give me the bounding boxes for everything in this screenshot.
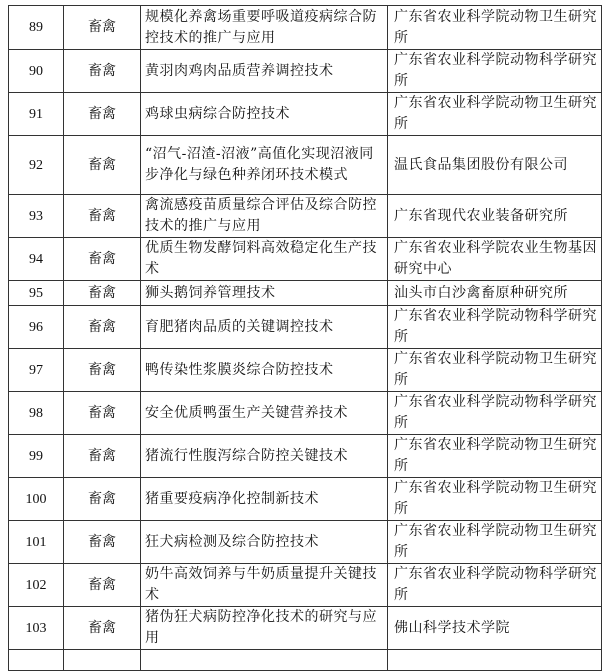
row-category: 畜禽	[64, 6, 141, 50]
empty-cell	[9, 650, 64, 671]
row-organization: 广东省农业科学院动物卫生研究所	[388, 435, 602, 478]
row-number: 102	[9, 564, 64, 607]
table-row	[9, 50, 602, 93]
row-number: 92	[9, 136, 64, 195]
row-organization: 广东省农业科学院农业生物基因研究中心	[388, 238, 602, 281]
row-number: 103	[9, 607, 64, 650]
row-category: 畜禽	[64, 607, 141, 650]
row-number: 93	[9, 195, 64, 238]
row-number: 90	[9, 50, 64, 93]
row-category: 畜禽	[64, 349, 141, 392]
row-organization: 汕头市白沙禽畜原种研究所	[388, 281, 602, 306]
row-number: 100	[9, 478, 64, 521]
row-organization: 广东省现代农业装备研究所	[388, 195, 602, 238]
row-number: 97	[9, 349, 64, 392]
row-category: 畜禽	[64, 281, 141, 306]
row-organization: 广东省农业科学院动物卫生研究所	[388, 478, 602, 521]
row-category: 畜禽	[64, 195, 141, 238]
row-technology-name: 禽流感疫苗质量综合评估及综合防控技术的推广与应用	[141, 195, 388, 238]
row-technology-name: 育肥猪肉品质的关键调控技术	[141, 306, 388, 349]
table-row-partial	[9, 650, 602, 671]
row-technology-name: 鸡球虫病综合防控技术	[141, 93, 388, 136]
row-number: 96	[9, 306, 64, 349]
row-technology-name: 狂犬病检测及综合防控技术	[141, 521, 388, 564]
empty-cell	[141, 650, 388, 671]
row-number: 98	[9, 392, 64, 435]
row-category: 畜禽	[64, 306, 141, 349]
row-technology-name: 安全优质鸭蛋生产关键营养技术	[141, 392, 388, 435]
empty-cell	[388, 650, 602, 671]
row-technology-name: 黄羽肉鸡肉品质营养调控技术	[141, 50, 388, 93]
row-organization: 广东省农业科学院动物科学研究所	[388, 564, 602, 607]
row-number: 94	[9, 238, 64, 281]
table-row	[9, 238, 602, 281]
table-row	[9, 195, 602, 238]
row-number: 89	[9, 6, 64, 50]
row-category: 畜禽	[64, 93, 141, 136]
row-category: 畜禽	[64, 521, 141, 564]
table-row	[9, 349, 602, 392]
row-organization: 广东省农业科学院动物卫生研究所	[388, 521, 602, 564]
row-category: 畜禽	[64, 136, 141, 195]
table-row	[9, 93, 602, 136]
row-technology-name: 猪伪狂犬病防控净化技术的研究与应用	[141, 607, 388, 650]
row-organization: 温氏食品集团股份有限公司	[388, 136, 602, 195]
row-category: 畜禽	[64, 478, 141, 521]
table-row	[9, 607, 602, 650]
row-organization: 广东省农业科学院动物卫生研究所	[388, 6, 602, 50]
row-technology-name: 优质生物发酵饲料高效稳定化生产技术	[141, 238, 388, 281]
row-technology-name: 猪重要疫病净化控制新技术	[141, 478, 388, 521]
row-category: 畜禽	[64, 50, 141, 93]
row-category: 畜禽	[64, 564, 141, 607]
row-organization: 广东省农业科学院动物卫生研究所	[388, 93, 602, 136]
table-row	[9, 136, 602, 195]
row-organization: 广东省农业科学院动物科学研究所	[388, 50, 602, 93]
row-organization: 广东省农业科学院动物卫生研究所	[388, 349, 602, 392]
table-row	[9, 281, 602, 306]
table-row	[9, 306, 602, 349]
row-technology-name: 猪流行性腹泻综合防控关键技术	[141, 435, 388, 478]
table-row	[9, 564, 602, 607]
row-technology-name: “沼气-沼渣-沼液”高值化实现沼液同步净化与绿色种养闭环技术模式	[141, 136, 388, 195]
row-number: 99	[9, 435, 64, 478]
row-category: 畜禽	[64, 435, 141, 478]
table-row	[9, 478, 602, 521]
empty-cell	[64, 650, 141, 671]
row-technology-name: 规模化养禽场重要呼吸道疫病综合防控技术的推广与应用	[141, 6, 388, 50]
row-number: 91	[9, 93, 64, 136]
row-organization: 广东省农业科学院动物科学研究所	[388, 306, 602, 349]
row-technology-name: 鸭传染性浆膜炎综合防控技术	[141, 349, 388, 392]
table-row	[9, 6, 602, 50]
table-row	[9, 392, 602, 435]
technology-table	[8, 5, 602, 671]
row-category: 畜禽	[64, 392, 141, 435]
row-technology-name: 奶牛高效饲养与牛奶质量提升关键技术	[141, 564, 388, 607]
row-number: 95	[9, 281, 64, 306]
row-number: 101	[9, 521, 64, 564]
row-technology-name: 狮头鹅饲养管理技术	[141, 281, 388, 306]
row-organization: 佛山科学技术学院	[388, 607, 602, 650]
row-organization: 广东省农业科学院动物科学研究所	[388, 392, 602, 435]
table-row	[9, 521, 602, 564]
row-category: 畜禽	[64, 238, 141, 281]
table-row	[9, 435, 602, 478]
